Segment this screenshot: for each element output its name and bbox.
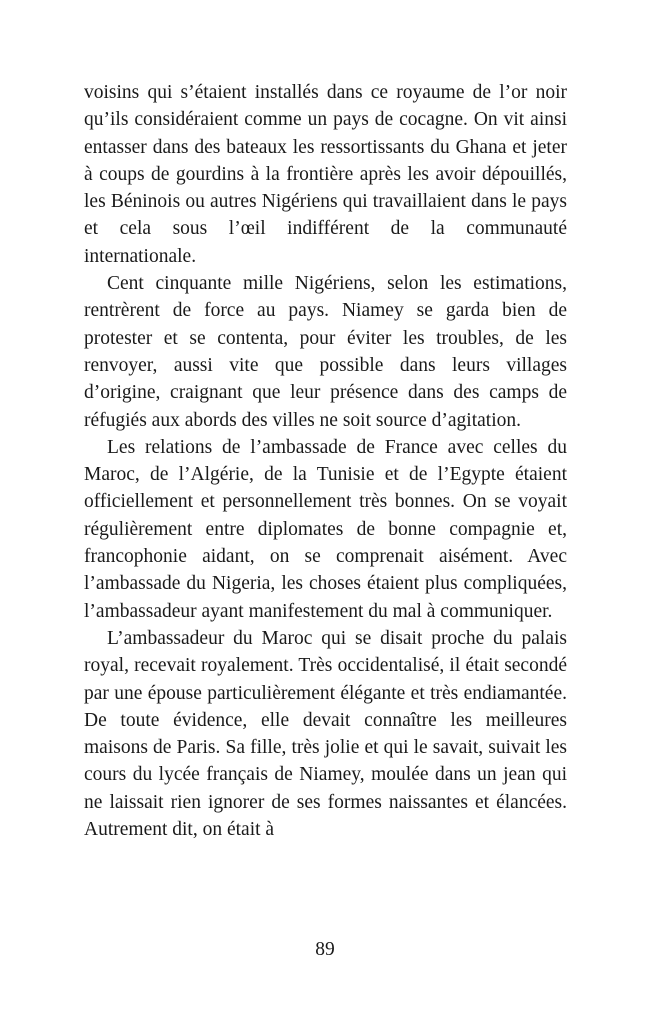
paragraph-3: Les relations de l’ambassade de France avec celles du Maroc, de l’Algérie, de la Tunisie et de l’Egypte étaient officiellement et personnellement très bonnes. On se voyait régulièrement entre diplomates de bonne compagnie et, francophonie aidant, on se comprenait aisément. Avec l’ambassade du Nigeria, les choses étaient plus compliquées, l’ambassadeur ayant manifestement du mal à communiquer. xyxy=(84,436,567,622)
paragraph-4: L’ambassadeur du Maroc qui se disait proche du palais royal, recevait royalement. Très occidentalisé, il était secondé par une épouse particulièrement élégante et très endiamantée. De toute évidence, elle devait connaître les meilleures maisons de Paris. Sa fille, très jolie et qui le savait, suivait les cours du lycée français de Niamey, moulée dans un jean qui ne laissait rien ignorer de ses formes naissantes et élancées. Autrement dit, on était à xyxy=(84,627,567,841)
body-text xyxy=(84,79,567,843)
page-number: 89 xyxy=(315,939,335,960)
paragraph-1: voisins qui s’étaient installés dans ce royaume de l’or noir qu’ils considéraient comme un pays de cocagne. On vit ainsi entasser dans des bateaux les ressortissants du Ghana et jeter à coups de gourdins à la frontière après les avoir dépouillés, les Béninois ou autres Nigériens qui travaillaient dans le pays et cela sous l’œil indifférent de la communauté internationale. xyxy=(84,82,567,267)
paragraph-2: Cent cinquante mille Nigériens, selon les estimations, rentrèrent de force au pays. Niamey se garda bien de protester et se contenta, pour éviter les troubles, de les renvoyer, aussi vite que possible dans leurs villages d’origine, craignant que leur présence dans des camps de réfugiés aux abords des villes ne soit source d’agitation. xyxy=(84,273,567,431)
